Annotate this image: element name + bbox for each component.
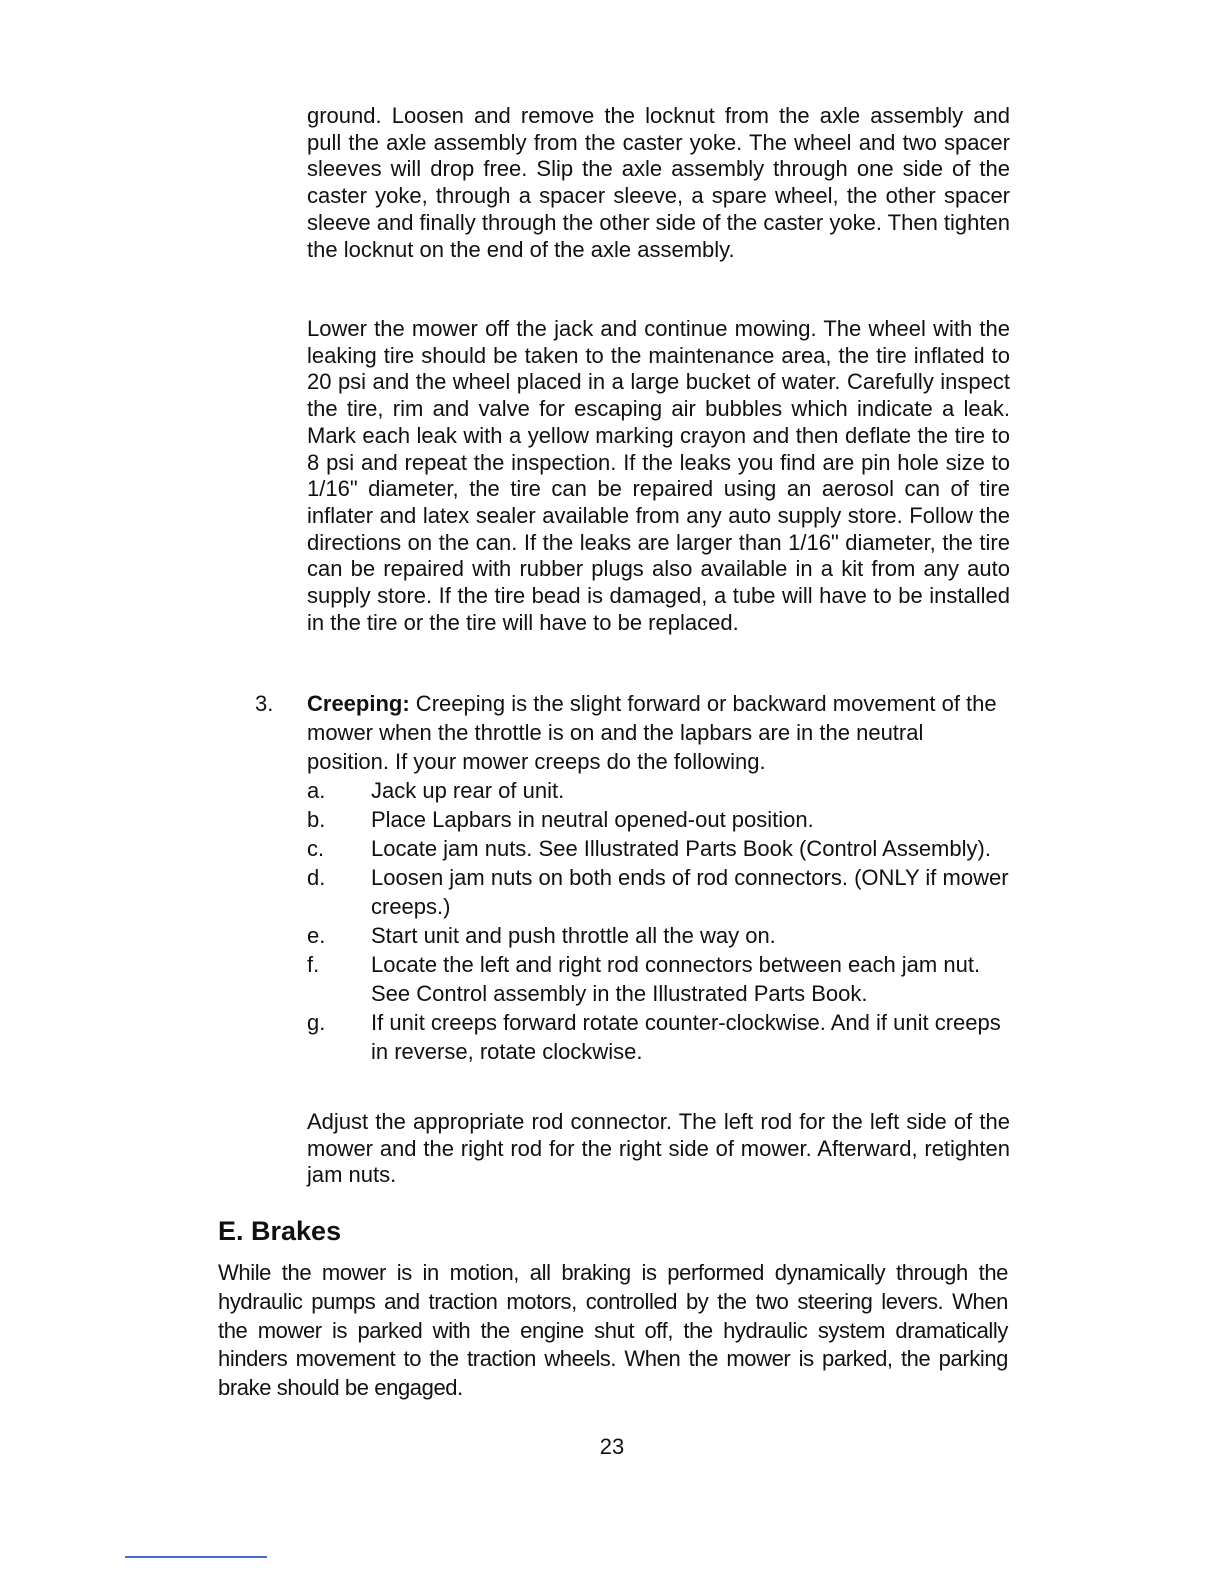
- adjust-rod-paragraph: Adjust the appropriate rod connector. The left rod for the left side of the mower and the right rod for the right side of mower. Afterward, retighten jam nuts.: [307, 1109, 1010, 1188]
- creeping-steps-list: [307, 776, 1007, 1066]
- list-item: [307, 950, 1011, 1008]
- step-letter: a.: [307, 778, 326, 803]
- step-text: Locate the left and right rod connectors between each jam nut. See Control assembly in the Illustrated Parts Book.: [371, 952, 981, 1006]
- creeping-item-body: [307, 689, 1007, 1066]
- footer-rule: [125, 1556, 267, 1558]
- tire-repair-paragraph: Lower the mower off the jack and continue mowing. The wheel with the leaking tire should be taken to the maintenance area, the tire inflated to 20 psi and the wheel placed in a large bucket of water. Carefully inspect the tire, rim and valve for escaping air bubbles which indicate a leak. Mark each leak with a yellow marking crayon and then deflate the tire to 8 psi and repeat the inspection. If the leaks you find are pin hole size to 1/16" diameter, the tire can be repaired using an aerosol can of tire inflater and latex sealer available from any auto supply store. Follow the directions on the can. If the leaks are larger than 1/16" diameter, the tire can be repaired with rubber plugs also available in a kit from any auto supply store. If the tire bead is damaged, a tube will have to be installed in the tire or the tire will have to be replaced.: [307, 316, 1010, 635]
- creeping-intro-text: Creeping is the slight forward or backward movement of the mower when the throttle is on and the lapbars are in the neutral position. If your mower creeps do the following.: [307, 691, 997, 774]
- step-letter: e.: [307, 923, 326, 948]
- list-item: [307, 863, 1011, 921]
- list-item: [307, 1008, 1011, 1066]
- brakes-paragraph: While the mower is in motion, all braking is performed dynamically through the hydraulic pumps and traction motors, controlled by the two steering levers. When the mower is parked with the engine shut off, the hydraulic system dramatically hinders movement to the traction wheels. When the mower is parked, the parking brake should be engaged.: [218, 1260, 1008, 1401]
- step-letter: f.: [307, 952, 320, 977]
- step-text: Start unit and push throttle all the way on.: [371, 923, 776, 948]
- step-text: Jack up rear of unit.: [371, 778, 565, 803]
- section-heading-brakes: E. Brakes: [218, 1216, 342, 1246]
- step-letter: b.: [307, 807, 326, 832]
- creeping-intro: [307, 689, 1007, 776]
- list-item: [307, 776, 1011, 805]
- list-item: [307, 805, 1011, 834]
- creeping-term: Creeping:: [307, 691, 410, 716]
- caster-wheel-paragraph: ground. Loosen and remove the locknut from the axle assembly and pull the axle assembly from the caster yoke. The wheel and two spacer sleeves will drop free. Slip the axle assembly through one side of the caster yoke, through a spacer sleeve, a spare wheel, the other spacer sleeve and finally through the other side of the caster yoke. Then tighten the locknut on the end of the axle assembly.: [307, 103, 1010, 262]
- step-letter: g.: [307, 1010, 326, 1035]
- list-item: [307, 921, 1011, 950]
- list-item: [307, 834, 1011, 863]
- step-text: If unit creeps forward rotate counter-clockwise. And if unit creeps in reverse, rotate clockwise.: [371, 1010, 1001, 1064]
- step-text: Locate jam nuts. See Illustrated Parts Book (Control Assembly).: [371, 836, 991, 861]
- step-letter: c.: [307, 836, 325, 861]
- page-number: 23: [599, 1434, 625, 1459]
- step-text: Place Lapbars in neutral opened-out position.: [371, 807, 814, 832]
- step-letter: d.: [307, 865, 326, 890]
- step-text: Loosen jam nuts on both ends of rod connectors. (ONLY if mower creeps.): [371, 865, 1009, 919]
- item-number: 3.: [255, 691, 274, 716]
